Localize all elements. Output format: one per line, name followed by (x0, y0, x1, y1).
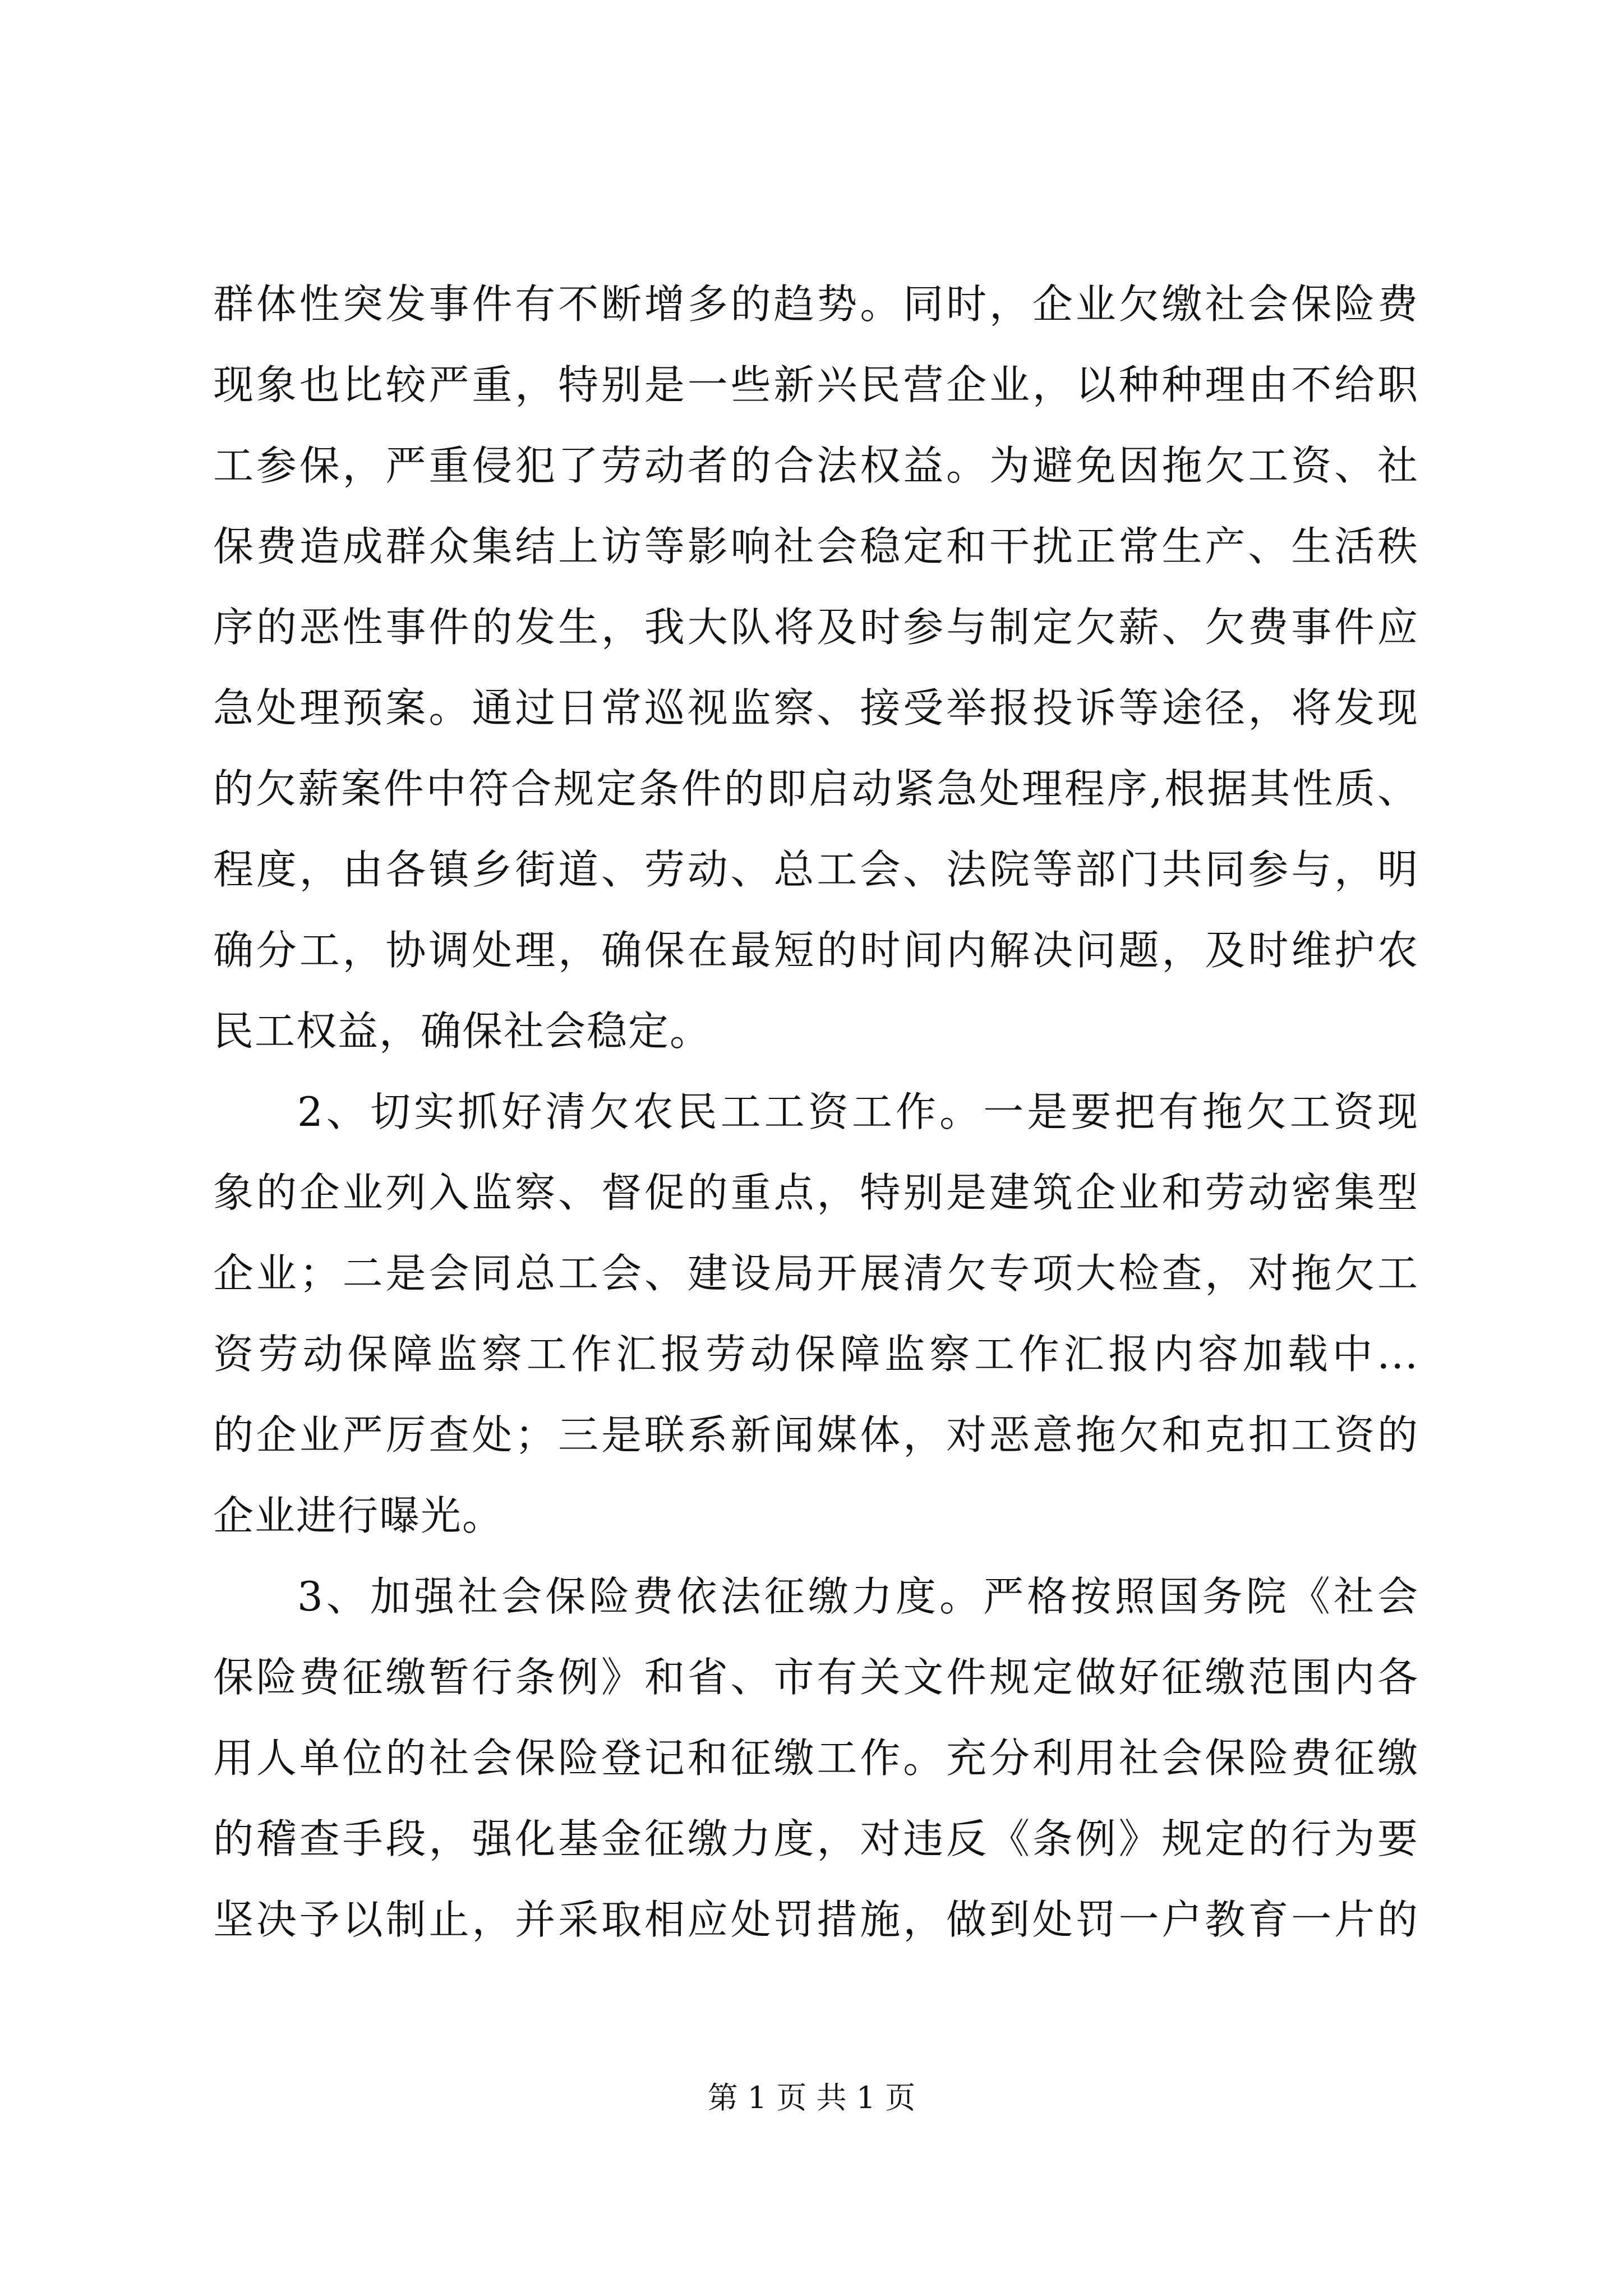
text-line: 确分工，协调处理，确保在最短的时间内解决问题，及时维护农 (213, 927, 1419, 974)
text-line: 工参保，严重侵犯了劳动者的合法权益。为避免因拖欠工资、社 (213, 442, 1419, 489)
text-line: 资劳动保障监察工作汇报劳动保障监察工作汇报内容加载中... (213, 1331, 1419, 1378)
text-line: 的稽查手段，强化基金征缴力度，对违反《条例》规定的行为要 (213, 1815, 1419, 1862)
text-line: 程度，由各镇乡街道、劳动、总工会、法院等部门共同参与，明 (213, 846, 1419, 893)
text-line: 保险费征缴暂行条例》和省、市有关文件规定做好征缴范围内各 (213, 1654, 1419, 1701)
text-line: 的企业严厉查处；三是联系新闻媒体，对恶意拖欠和克扣工资的 (213, 1411, 1419, 1458)
text-line: 坚决予以制止，并采取相应处罚措施，做到处罚一户教育一片的 (213, 1896, 1419, 1943)
document-body (213, 264, 1419, 1960)
text-line: 企业进行曝光。 (213, 1492, 504, 1539)
text-line: 群体性突发事件有不断增多的趋势。同时，企业欠缴社会保险费 (213, 280, 1419, 328)
text-line: 民工权益，确保社会稳定。 (213, 1007, 712, 1055)
text-line: 象的企业列入监察、督促的重点，特别是建筑企业和劳动密集型 (213, 1169, 1419, 1216)
text-line: 企业；二是会同总工会、建设局开展清欠专项大检查，对拖欠工 (213, 1250, 1419, 1297)
text-line: 2、切实抓好清欠农民工工资工作。一是要把有拖欠工资现 (297, 1088, 1419, 1135)
text-line: 用人单位的社会保险登记和征缴工作。充分利用社会保险费征缴 (213, 1734, 1419, 1782)
text-line: 急处理预案。通过日常巡视监察、接受举报投诉等途径，将发现 (213, 684, 1419, 731)
text-line: 的欠薪案件中符合规定条件的即启动紧急处理程序,根据其性质、 (213, 765, 1419, 812)
text-line: 3、加强社会保险费依法征缴力度。严格按照国务院《社会 (297, 1573, 1419, 1620)
text-line: 保费造成群众集结上访等影响社会稳定和干扰正常生产、生活秩 (213, 523, 1419, 570)
page-footer: 第 1 页 共 1 页 (707, 2080, 916, 2115)
text-line: 序的恶性事件的发生，我大队将及时参与制定欠薪、欠费事件应 (213, 604, 1419, 651)
text-line: 现象也比较严重，特别是一些新兴民营企业，以种种理由不给职 (213, 361, 1419, 408)
